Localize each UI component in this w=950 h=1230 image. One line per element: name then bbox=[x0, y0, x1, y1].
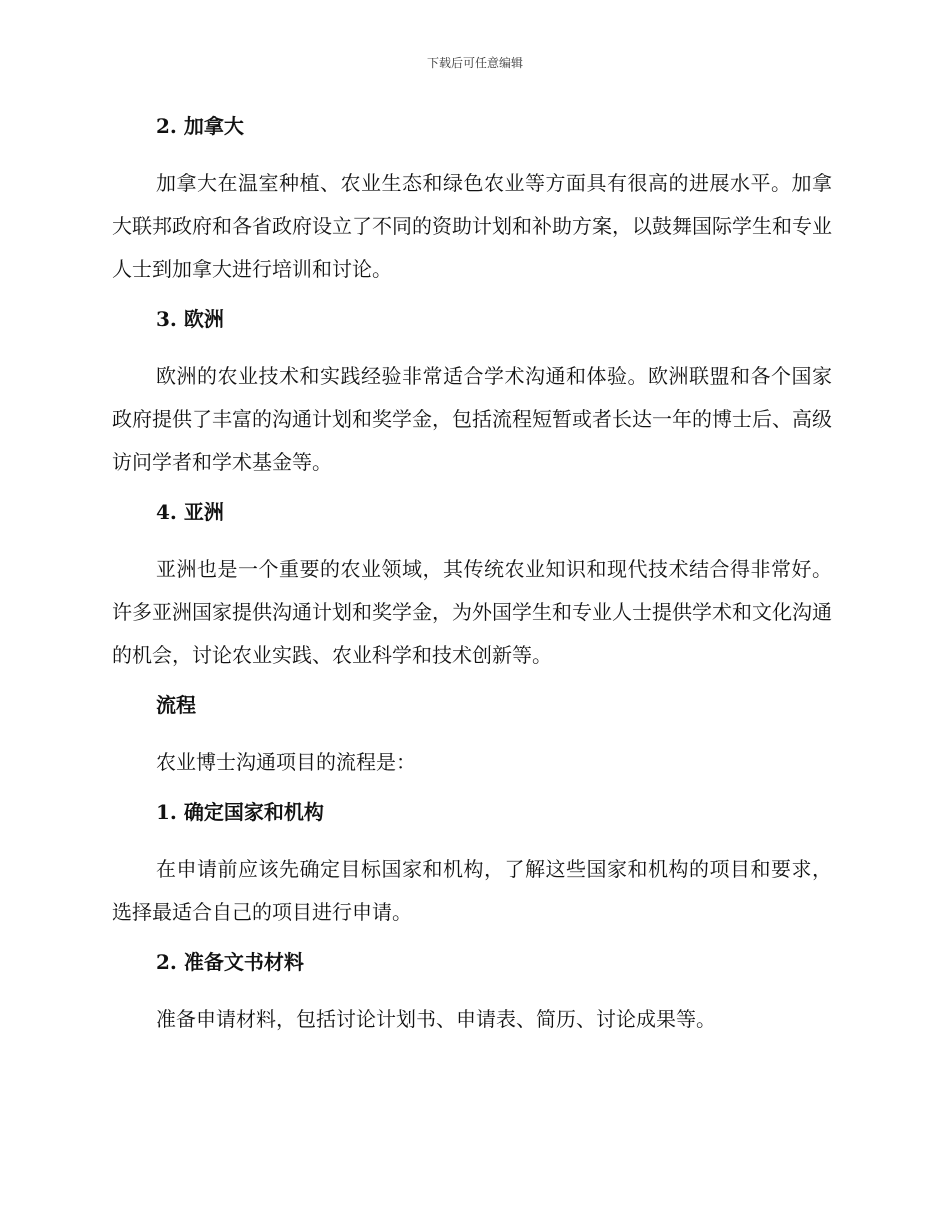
section-heading-prepare-documents: 2. 准备文书材料 bbox=[156, 950, 304, 974]
section-heading-process: 流程 bbox=[156, 693, 196, 717]
section-heading-canada: 2. 加拿大 bbox=[156, 114, 244, 138]
section-heading-europe: 3. 欧洲 bbox=[156, 307, 224, 331]
section-paragraph-asia: 亚洲也是一个重要的农业领域，其传统农业知识和现代技术结合得非常好。许多亚洲国家提供沟通计划和奖学金，为外国学生和专业人士提供学术和文化沟通的机会，讨论农业实践、农业科学和技术创新等。 bbox=[112, 557, 832, 667]
section-paragraph-determine-country: 在申请前应该先确定目标国家和机构，了解这些国家和机构的项目和要求，选择最适合自己的项目进行申请。 bbox=[112, 857, 832, 924]
section-paragraph-prepare-documents: 准备申请材料，包括讨论计划书、申请表、简历、讨论成果等。 bbox=[156, 1007, 716, 1031]
section-paragraph-process: 农业博士沟通项目的流程是： bbox=[156, 750, 416, 774]
page-header-note: 下载后可任意编辑 bbox=[426, 56, 523, 70]
document-body bbox=[112, 108, 832, 1051]
section-paragraph-europe: 欧洲的农业技术和实践经验非常适合学术沟通和体验。欧洲联盟和各个国家政府提供了丰富的沟通计划和奖学金，包括流程短暂或者长达一年的博士后、高级访问学者和学术基金等。 bbox=[112, 364, 832, 474]
section-heading-asia: 4. 亚洲 bbox=[156, 500, 224, 524]
section-paragraph-canada: 加拿大在温室种植、农业生态和绿色农业等方面具有很高的进展水平。加拿大联邦政府和各省政府设立了不同的资助计划和补助方案，以鼓舞国际学生和专业人士到加拿大进行培训和讨论。 bbox=[112, 171, 832, 281]
section-heading-determine-country: 1. 确定国家和机构 bbox=[156, 800, 324, 824]
